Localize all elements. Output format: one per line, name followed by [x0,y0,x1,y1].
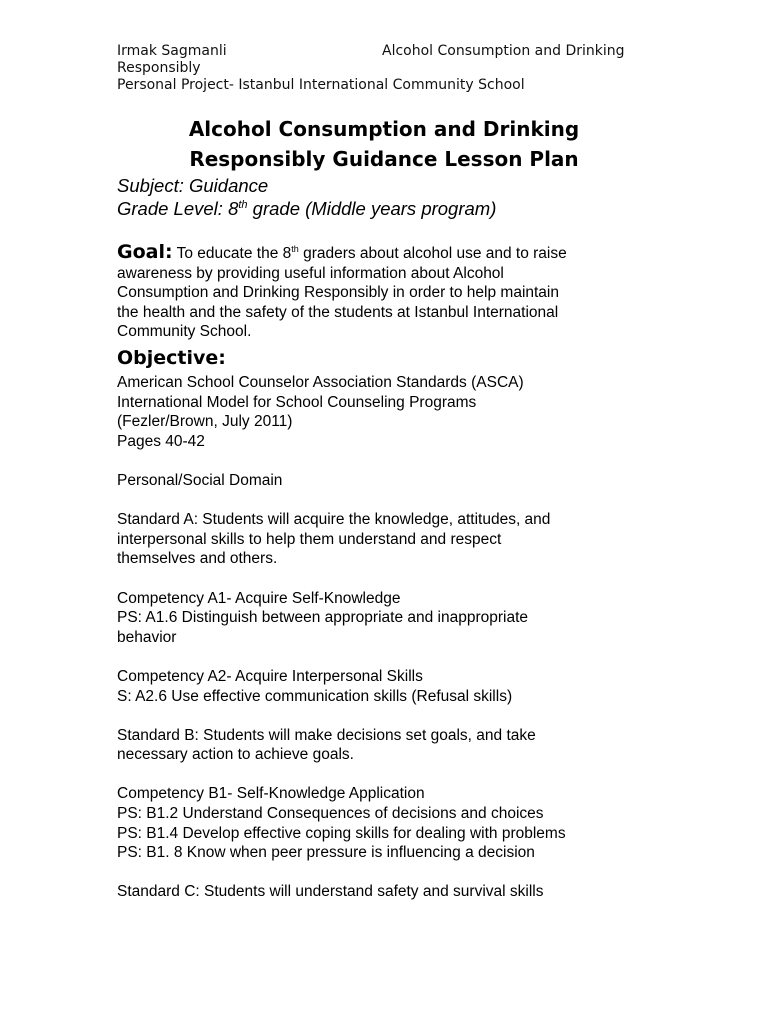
standard-a-line: interpersonal skills to help them understand and respect [117,530,502,548]
header-topic-continued: Responsibly [117,60,201,76]
goal-text-1a: To educate the 8 [176,245,292,262]
goal-text-2: awareness by providing useful information about Alcohol [117,264,504,282]
goal-superscript: th [291,243,299,254]
subject-line: Subject: Guidance [117,175,269,196]
competency-b1-line: PS: B1.4 Develop effective coping skills for dealing with problems [117,824,566,842]
objective-body [117,373,677,902]
competency-b1-line: PS: B1. 8 Know when peer pressure is influencing a decision [117,844,535,862]
grade-level-line [117,197,496,220]
standard-b-line: necessary action to achieve goals. [117,746,354,764]
goal-heading: Goal: [117,241,173,263]
competency-a1-line: behavior [117,628,177,646]
grade-suffix: grade (Middle years program) [247,198,497,219]
source-line: American School Counselor Association Standards (ASCA) [117,374,524,391]
competency-a1-line: Competency A1- Acquire Self-Knowledge [117,589,401,607]
header-topic: Alcohol Consumption and Drinking [382,43,625,59]
domain-line: Personal/Social Domain [117,471,283,489]
document-title-line-2: Responsibly Guidance Lesson Plan [189,147,579,171]
goal-text-4: the health and the safety of the students at Istanbul International [117,303,559,321]
header-author: Irmak Sagmanli [117,43,227,59]
competency-a2-line: S: A2.6 Use effective communication skills (Refusal skills) [117,687,513,705]
goal-section [117,243,657,342]
header-project: Personal Project- Istanbul International Community School [117,77,525,93]
standard-a-line: themselves and others. [117,550,278,568]
standard-b-line: Standard B: Students will make decisions set goals, and take [117,726,536,744]
competency-a2-line: Competency A2- Acquire Interpersonal Skills [117,667,423,685]
goal-text-5: Community School. [117,323,252,341]
grade-superscript: th [238,198,248,211]
standard-c-line: Standard C: Students will understand safety and survival skills [117,883,544,901]
standard-a-line: Standard A: Students will acquire the knowledge, attitudes, and [117,511,551,529]
goal-text-1b: graders about alcohol use and to raise [298,245,567,262]
competency-b1-line: Competency B1- Self-Knowledge Application [117,785,425,803]
goal-text-3: Consumption and Drinking Responsibly in order to help maintain [117,284,559,302]
document-title-line-1: Alcohol Consumption and Drinking [188,117,580,141]
competency-b1-line: PS: B1.2 Understand Consequences of decisions and choices [117,805,544,823]
grade-prefix: Grade Level: 8 [117,198,239,219]
source-line: International Model for School Counseling Programs [117,393,477,411]
objective-heading: Objective: [117,347,226,369]
source-line: (Fezler/Brown, July 2011) [117,413,293,431]
competency-a1-line: PS: A1.6 Distinguish between appropriate and inappropriate [117,609,529,627]
source-line: Pages 40-42 [117,432,205,450]
